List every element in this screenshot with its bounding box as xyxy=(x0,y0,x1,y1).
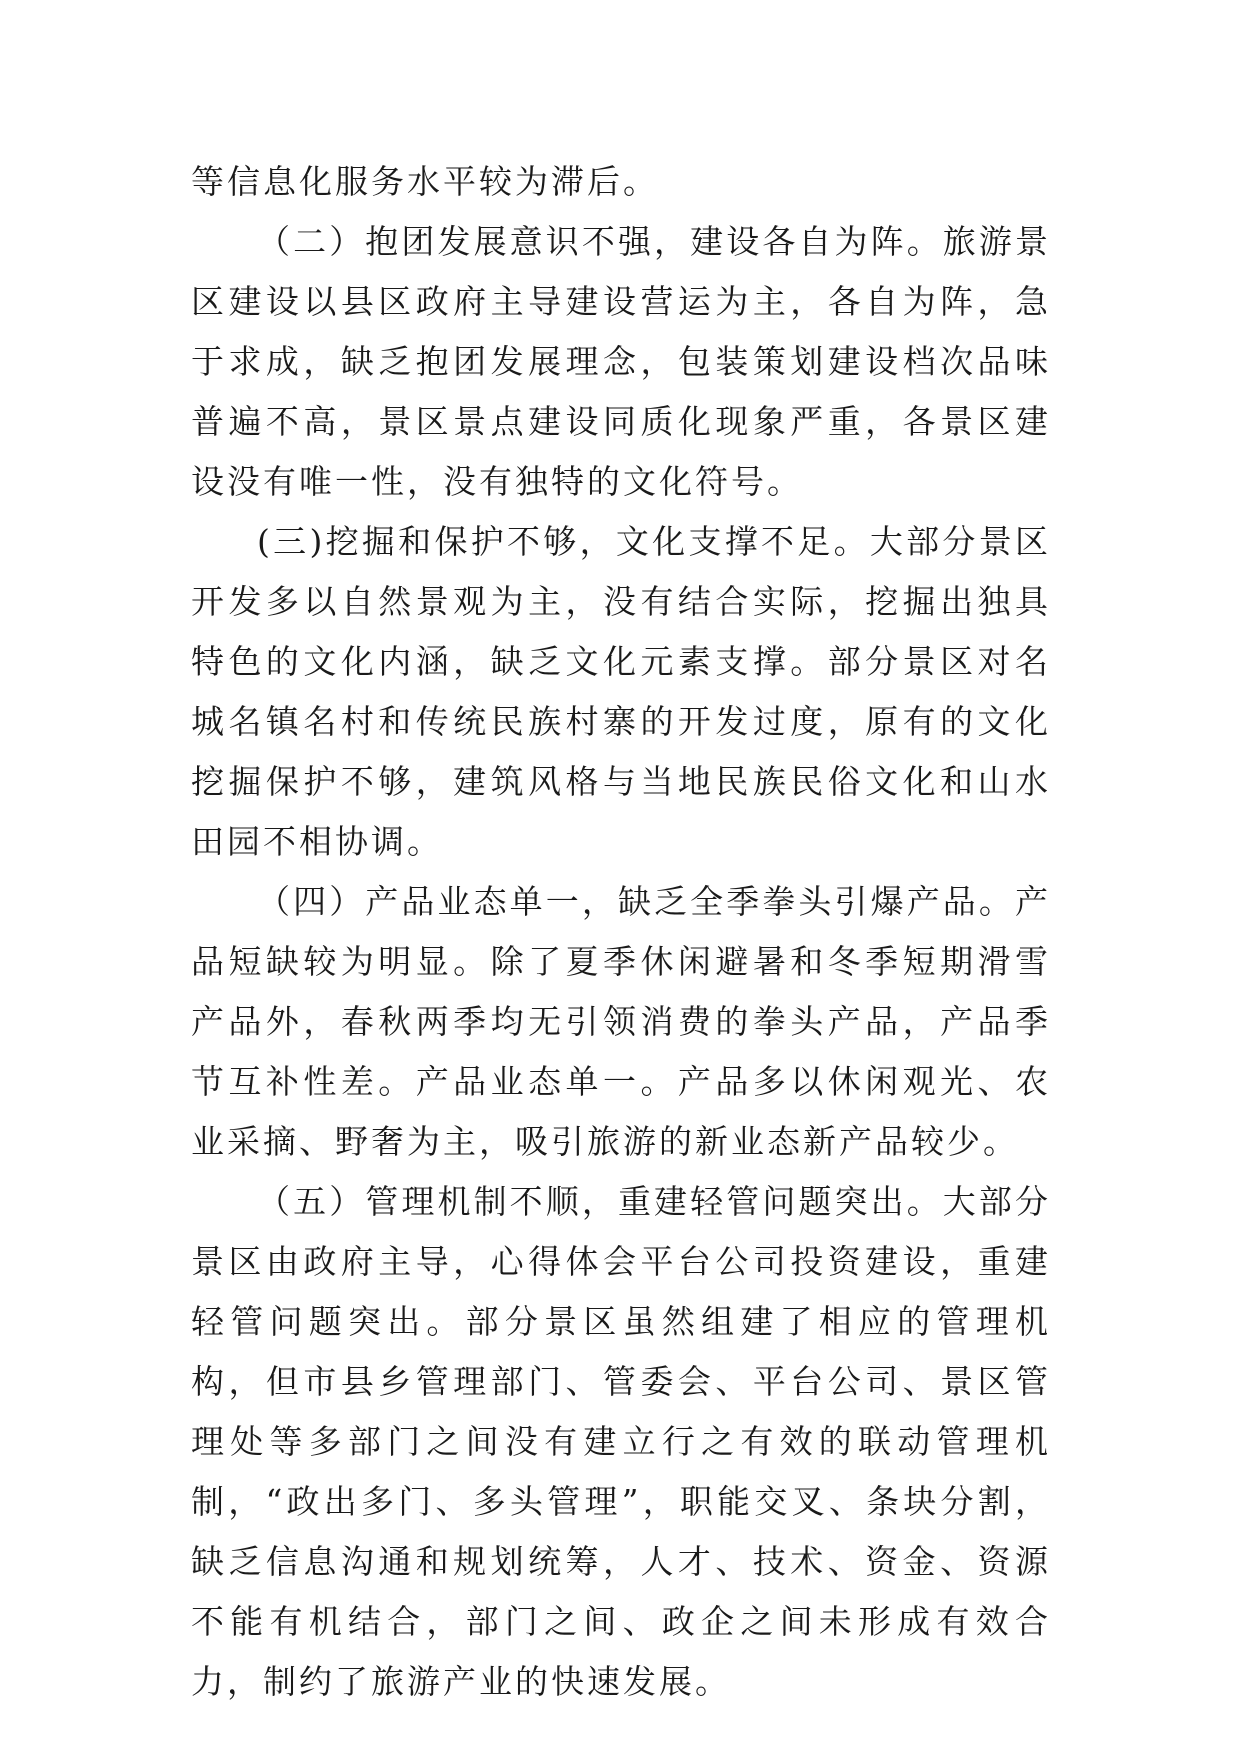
paragraph-section-5: （五）管理机制不顺，重建轻管问题突出。大部分景区由政府主导，心得体会平台公司投资建设，重建轻管问题突出。部分景区虽然组建了相应的管理机构，但市县乡管理部门、管委会、平台公司、景区管理处等多部门之间没有建立行之有效的联动管理机制，“政出多门、多头管理”，职能交叉、条块分割，缺乏信息沟通和规划统筹，人才、技术、资金、资源不能有机结合，部门之间、政企之间未形成有效合力，制约了旅游产业的快速发展。 xyxy=(191,1182,1051,1701)
paragraph-section-4: （四）产品业态单一，缺乏全季拳头引爆产品。产品短缺较为明显。除了夏季休闲避暑和冬季短期滑雪产品外，春秋两季均无引领消费的拳头产品，产品季节互补性差。产品业态单一。产品多以休闲观光、农业采摘、野奢为主，吸引旅游的新业态新产品较少。 xyxy=(191,882,1051,1161)
paragraph-section-3: (三)挖掘和保护不够，文化支撑不足。大部分景区开发多以自然景观为主，没有结合实际，挖掘出独具特色的文化内涵，缺乏文化元素支撑。部分景区对名城名镇名村和传统民族村寨的开发过度，原有的文化挖掘保护不够，建筑风格与当地民族民俗文化和山水田园不相协调。 xyxy=(191,522,1051,861)
paragraph-continuation: 等信息化服务水平较为滞后。 xyxy=(191,162,659,201)
paragraph-section-2: （二）抱团发展意识不强，建设各自为阵。旅游景区建设以县区政府主导建设营运为主，各自为阵，急于求成，缺乏抱团发展理念，包装策划建设档次品味普遍不高，景区景点建设同质化现象严重，各景区建设没有唯一性，没有独特的文化符号。 xyxy=(191,222,1051,501)
document-body xyxy=(191,152,1051,1712)
